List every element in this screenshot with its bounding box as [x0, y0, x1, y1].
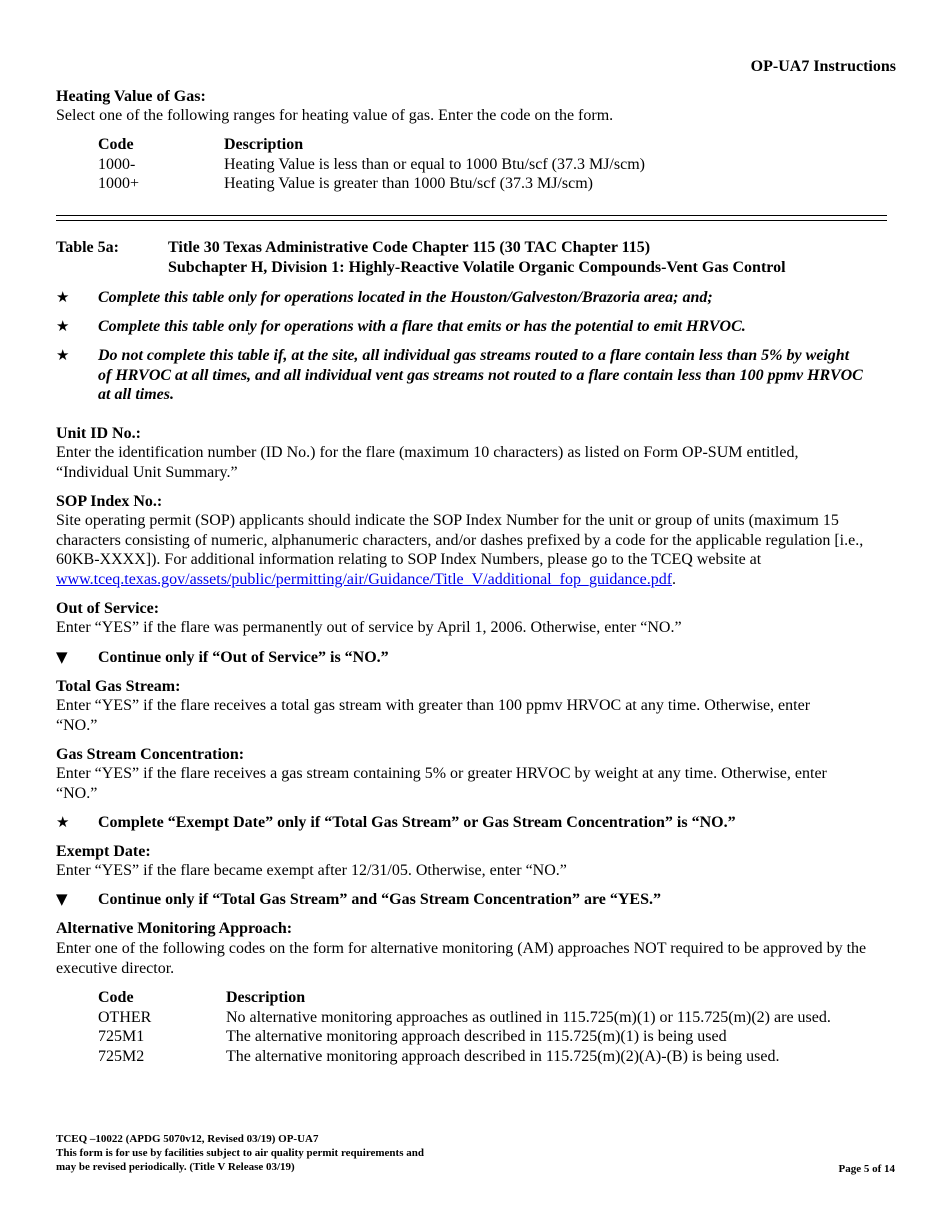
am-table-header — [98, 988, 831, 1008]
page-header-title: OP-UA7 Instructions — [750, 58, 896, 75]
col-description-header: Description — [226, 989, 306, 1006]
continue-text: Continue only if “Total Gas Stream” and “Gas Stream Concentration” are “YES.” — [98, 891, 661, 908]
col-description-header: Description — [224, 136, 304, 153]
table-row — [98, 1008, 831, 1028]
footer-usage-note: This form is for use by facilities subject to air quality permit requirements and — [56, 1147, 424, 1159]
exempt-note-text: Complete “Exempt Date” only if “Total Gas Stream” or Gas Stream Concentration” is “NO.” — [98, 814, 736, 831]
total-gas-heading: Total Gas Stream: — [56, 678, 181, 695]
star-icon: ★ — [56, 813, 70, 831]
out-of-service-text: Enter “YES” if the flare was permanently out of service by April 1, 2006. Otherwise, enter “NO.” — [56, 619, 682, 636]
code-cell: 1000+ — [98, 175, 140, 192]
table-row — [98, 1027, 831, 1047]
concentration-text: Enter “YES” if the flare receives a gas stream containing 5% or greater HRVOC by weight at any time. Otherwise, enter “NO.” — [56, 765, 827, 802]
star-icon: ★ — [56, 346, 70, 364]
note-item — [56, 346, 866, 405]
note-item — [56, 288, 886, 308]
continue-text: Continue only if “Out of Service” is “NO.” — [98, 649, 389, 666]
table-label: Table 5a: — [56, 239, 119, 256]
table-row — [98, 155, 645, 175]
code-cell: OTHER — [98, 1008, 152, 1026]
description-cell: Heating Value is less than or equal to 1000 Btu/scf (37.3 MJ/scm) — [224, 155, 645, 173]
heating-heading: Heating Value of Gas: — [56, 88, 206, 105]
out-of-service-heading: Out of Service: — [56, 600, 160, 617]
down-triangle-icon: ▼ — [56, 890, 68, 908]
code-cell: 1000- — [98, 155, 136, 173]
exempt-text: Enter “YES” if the flare became exempt after 12/31/05. Otherwise, enter “NO.” — [56, 862, 567, 879]
am-code-table — [98, 988, 831, 1066]
table-row — [98, 174, 645, 194]
description-cell: Heating Value is greater than 1000 Btu/scf (37.3 MJ/scm) — [224, 175, 593, 192]
note-text: Complete this table only for operations with a flare that emits or has the potential to emit HRVOC. — [98, 318, 746, 335]
note-text: Complete this table only for operations located in the Houston/Galveston/Brazoria area; and; — [98, 289, 713, 306]
heating-intro: Select one of the following ranges for heating value of gas. Enter the code on the form. — [56, 107, 614, 124]
continue-note — [56, 890, 886, 910]
col-code-header: Code — [98, 989, 134, 1006]
exempt-note — [56, 813, 886, 833]
unit-id-heading: Unit ID No.: — [56, 425, 141, 442]
down-triangle-icon: ▼ — [56, 648, 68, 666]
page-footer — [56, 1132, 424, 1174]
sop-heading: SOP Index No.: — [56, 493, 163, 510]
guidance-link[interactable]: www.tceq.texas.gov/assets/public/permitting/air/Guidance/Title_V/additional_fop_guidance.pdf — [56, 570, 673, 588]
table-title-line1: Title 30 Texas Administrative Code Chapter 115 (30 TAC Chapter 115) — [168, 239, 651, 256]
sop-period: . — [672, 570, 677, 588]
footer-form-id: TCEQ –10022 (APDG 5070v12, Revised 03/19) OP-UA7 — [56, 1133, 319, 1145]
star-icon: ★ — [56, 317, 70, 335]
unit-id-text: Enter the identification number (ID No.) for the flare (maximum 10 characters) as listed on Form OP-SUM entitled, “Individual Unit Summary.” — [56, 444, 799, 481]
note-text: Do not complete this table if, at the site, all individual gas streams routed to a flare contain less than 5% by weight of HRVOC at all times, and all individual vent gas streams not routed to a flare contain less than 100 ppmv HRVOC at all times. — [98, 347, 863, 403]
code-cell: 725M1 — [98, 1028, 145, 1045]
am-heading: Alternative Monitoring Approach: — [56, 920, 293, 937]
heating-code-table — [98, 135, 645, 194]
star-icon: ★ — [56, 288, 70, 306]
section-divider — [56, 215, 887, 221]
table-title-line2: Subchapter H, Division 1: Highly-Reactive Volatile Organic Compounds-Vent Gas Control — [168, 259, 786, 276]
footer-revision-note: may be revised periodically. (Title V Release 03/19) — [56, 1161, 295, 1173]
sop-text — [56, 511, 882, 589]
exempt-heading: Exempt Date: — [56, 843, 151, 860]
description-cell: The alternative monitoring approach described in 115.725(m)(2)(A)-(B) is being used. — [226, 1047, 780, 1065]
concentration-heading: Gas Stream Concentration: — [56, 746, 245, 763]
total-gas-text: Enter “YES” if the flare receives a total gas stream with greater than 100 ppmv HRVOC at any time. Otherwise, enter “NO.” — [56, 697, 811, 734]
note-item — [56, 317, 886, 337]
am-intro: Enter one of the following codes on the form for alternative monitoring (AM) approaches NOT required to be approved by the executive director. — [56, 940, 867, 977]
description-cell: No alternative monitoring approaches as outlined in 115.725(m)(1) or 115.725(m)(2) are used. — [226, 1008, 831, 1026]
code-cell: 725M2 — [98, 1047, 145, 1065]
table-row — [98, 1047, 831, 1067]
continue-note — [56, 648, 886, 668]
description-cell: The alternative monitoring approach described in 115.725(m)(1) is being used — [226, 1028, 727, 1045]
heating-table-header — [98, 135, 645, 155]
page-number: Page 5 of 14 — [838, 1163, 895, 1175]
sop-body: Site operating permit (SOP) applicants should indicate the SOP Index Number for the unit or group of units (maximum 15 characters consisting of numeric, alphanumeric characters, and/or dashes prefixed by a code for the applicable regulation [i.e., 60KB-XXXX]). For additional information relating to SOP Index Numbers, please go to the TCEQ website at — [56, 512, 864, 568]
col-code-header: Code — [98, 136, 134, 153]
